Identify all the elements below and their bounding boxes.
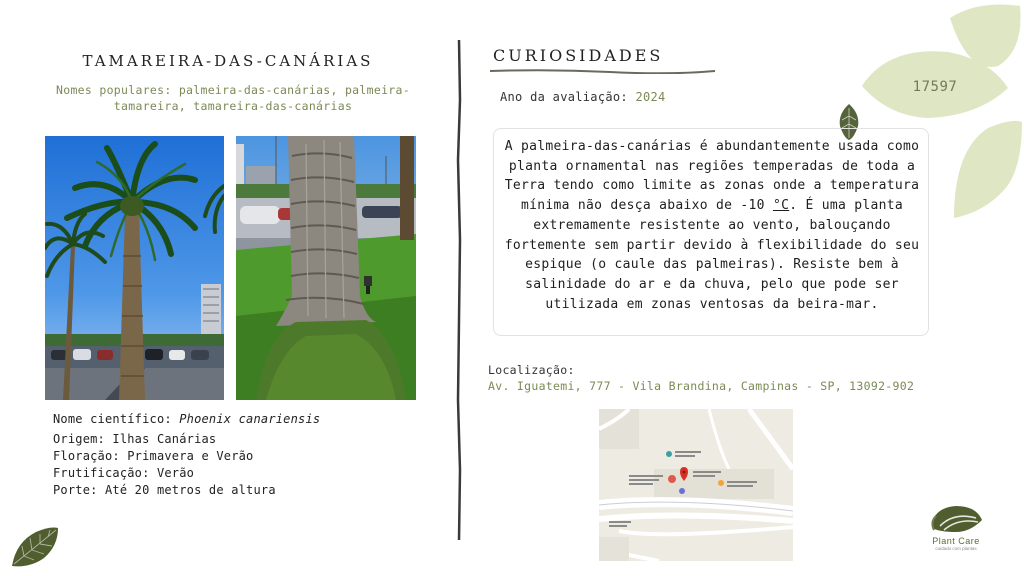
location-map[interactable] bbox=[599, 409, 793, 561]
leaf-decoration-icon bbox=[10, 524, 60, 568]
record-number: 17597 bbox=[912, 79, 958, 95]
plant-title: TAMAREIRA-DAS-CANÁRIAS bbox=[82, 52, 374, 70]
scientific-name-value: Phoenix canariensis bbox=[179, 412, 321, 426]
location-address: Av. Iguatemi, 777 - Vila Brandina, Campinas - SP, 13092-902 bbox=[488, 379, 915, 393]
logo-name: Plant Care bbox=[932, 536, 980, 546]
palm-trunk-photo bbox=[236, 136, 416, 400]
curiosities-title: CURIOSIDADES bbox=[493, 46, 664, 65]
popular-names: Nomes populares: palmeira-das-canárias, palmeira-tamareira, tamareira-das-canárias bbox=[56, 83, 410, 113]
temperature-unit: °C bbox=[772, 198, 790, 214]
palm-tree-photo bbox=[45, 136, 224, 400]
fruiting: Frutificação: Verão bbox=[53, 466, 195, 480]
curiosities-text-part1: A palmeira-das-canárias é abundantemente usada como planta ornamental nas regiões temperadas de toda a Terra tendo como limite as zonas onde a temperatura mínima não desça abaixo de -10 bbox=[504, 139, 920, 214]
location-label: Localização: bbox=[488, 363, 575, 377]
origin: Origem: Ilhas Canárias bbox=[53, 432, 217, 446]
evaluation-year-label: Ano da avaliação: bbox=[500, 90, 628, 104]
evaluation-year bbox=[500, 90, 666, 104]
scientific-name bbox=[53, 412, 320, 426]
scientific-name-label: Nome científico: bbox=[53, 412, 172, 426]
evaluation-year-value: 2024 bbox=[635, 90, 666, 104]
flowering: Floração: Primavera e Verão bbox=[53, 449, 254, 463]
column-divider bbox=[452, 40, 466, 540]
decorative-leaves-icon bbox=[858, 0, 1024, 225]
curiosities-text-part2: . É uma planta extremamente resistente ao vento, balouçando fortemente sem partir devido à flexibilidade do seu espique (o caule das palmeiras). Resiste bem à salinidade do ar e da chuva, pelo que pode ser utilizada em zonas ventosas da beira-mar. bbox=[504, 198, 920, 312]
size: Porte: Até 20 metros de altura bbox=[53, 483, 276, 497]
title-underline bbox=[490, 68, 715, 74]
logo-tagline: cuidado com plantas bbox=[935, 546, 977, 551]
